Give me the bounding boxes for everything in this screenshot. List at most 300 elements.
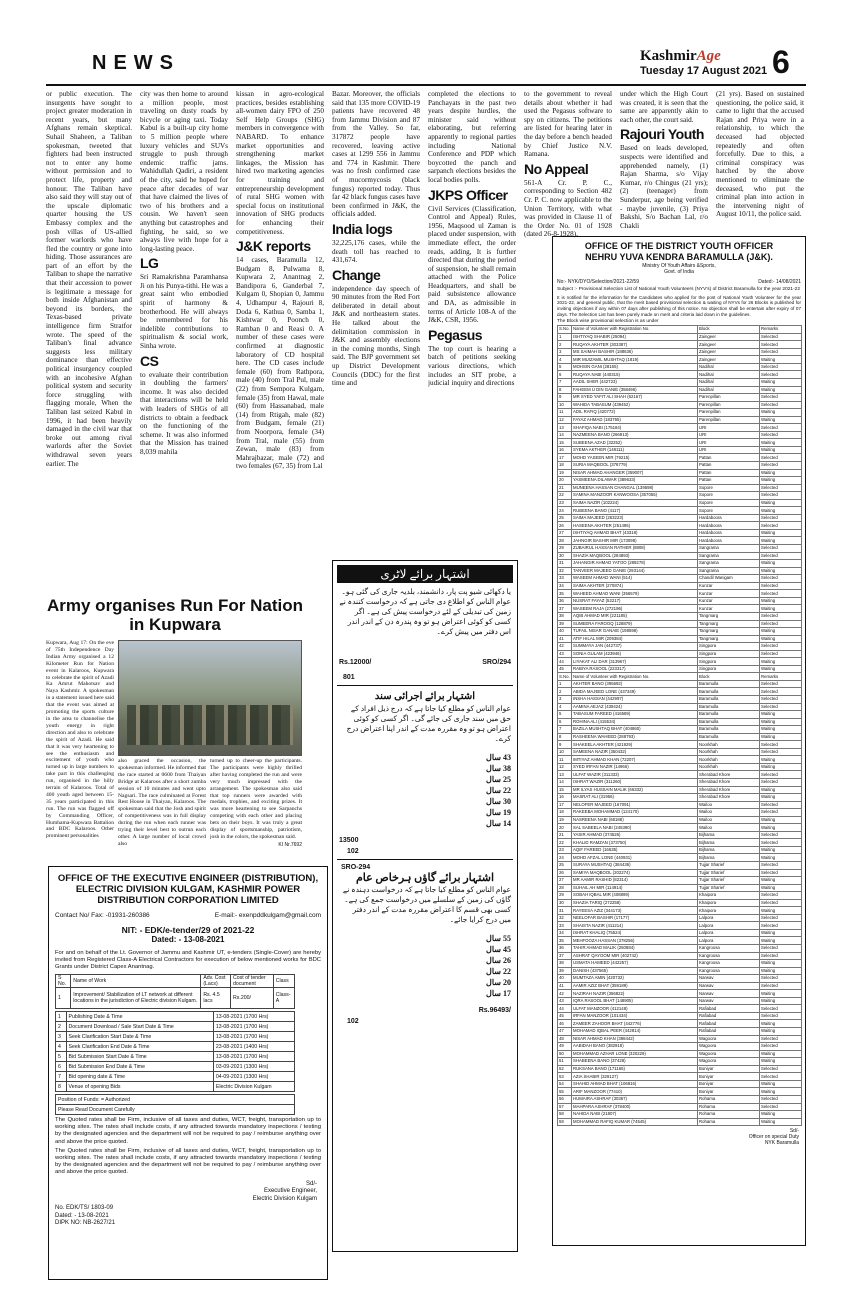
cell-block: Baramulla [698,711,760,719]
tender-sign-1: Executive Engineer, [263,1188,317,1195]
table-row [558,597,802,605]
cell-block: Sangrama [698,552,760,560]
cell-remark: Selected [760,748,802,756]
cell-name: RUBEENA BANO (4117) [572,507,698,515]
cell-name: SAMEENA NAZIR (350432) [572,748,698,756]
cell-sno: 35 [558,937,572,945]
table-row [558,665,802,673]
age-entry: 43 سال [486,753,511,762]
schedule-value: 04-09-2021 (1300 Hrs) [213,1072,294,1082]
cell-name: ULFAT MANZOOR (412148) [572,1005,698,1013]
cell-remark: Selected [760,545,802,553]
table-row [558,816,802,824]
cell-sno: 1 [558,680,572,688]
table-row [558,718,802,726]
cell-block: Tangmarg [698,612,760,620]
cell-remark: Waiting [760,628,802,636]
cell-name: SHABEENA BANO (37428) [572,1058,698,1066]
cell-name: TANVEER MAJEED GANIE (293144) [572,567,698,575]
age-entry: 38 سال [486,764,511,773]
article-heading: Rajouri Youth [620,126,704,143]
table-row [558,824,802,832]
cell-remark: Waiting [760,446,802,454]
cell-name: SUMEERA FAROOQ (128879) [572,620,698,628]
table-row [558,982,802,990]
cell-block: Tangmarg [698,620,760,628]
cell-sno: 33 [558,922,572,930]
table-row [558,401,802,409]
cell-block: Sherabad Khore [698,786,760,794]
article-text: under which the High Court was created, it is seen that the same are apparently akin to each other, the court said. [620,90,708,124]
cell-sno: 52 [558,1065,572,1073]
cell-remark: Waiting [760,635,802,643]
cell-sno: 4 [558,703,572,711]
table-row [558,341,802,349]
cell-block: Narwav [698,982,760,990]
cell-sno: 41 [558,982,572,990]
cell-block: Kangroosa [698,952,760,960]
cell-name: BAZILA MUSHTAQ BHAT (404860) [572,726,698,734]
article-text: Sri Ramakrishna Paramhansa Ji on his Punya-tithi. He was a great saint who embodied spirit of harmony & brotherhood. He will always be remembered for his indelible contributions to spiritualism & social work, Sinha wrote. [140,273,228,351]
cell-sno: 14 [558,431,572,439]
cell-block: Wagoora [698,1043,760,1051]
cell-sno: 33 [558,575,572,583]
cell-remark: Waiting [760,794,802,802]
cell-name: SURIA MAQBOOL (378779) [572,462,698,470]
table-row [558,1088,802,1096]
cell-sno: 2 [558,341,572,349]
cell-sno: 18 [558,809,572,817]
table-row [558,612,802,620]
cell-sno: 37 [558,952,572,960]
table-row [558,688,802,696]
cell-block: Tujjar Sharief [698,877,760,885]
cell-block: Lalpora [698,929,760,937]
cell-name: NASREENA NABI (68188) [572,816,698,824]
table-row [558,522,802,530]
urdu-divider [337,859,513,860]
table-row [558,748,802,756]
cell-remark: Waiting [760,907,802,915]
cell-name: RUQAYA AKHTER (303387) [572,341,698,349]
cell-name: MASRAT ALI (31956) [572,794,698,802]
cell-block: Nadihal [698,386,760,394]
cell-name: HUMAIRA ASHRAF (30367) [572,1095,698,1103]
tender-title-line1: OFFICE OF THE EXECUTIVE ENGINEER (DISTRIBUTION), [57,873,319,884]
cell-remark: Selected [760,892,802,900]
schedule-label: Seek Clarification Start Date & Time [66,1032,213,1042]
table-row [558,575,802,583]
cell-sno: 45 [558,1012,572,1020]
cell-block: Wailoo [698,824,760,832]
table-row [558,952,802,960]
army-credit: KI Nr.7692 [278,841,302,848]
cell-block: Sherabad Khore [698,771,760,779]
cell-sno: 42 [558,643,572,651]
table-row [558,545,802,553]
army-text: also graced the occasion, the spokesman informed. He informed that the race started at 0600 from Thaiyan Bridge at Kalaroos after a short zumba session of 10 minutes and went upto Nagsari. The race culminated at Forest Rest House in Thaiyan, Kalaroos. The spokesman said that the Josh and spirit of competitiveness was in full display during the run when each runner was trying their level best to outrun each other. A large number of local crowd also [118,758,206,847]
cell-sno: 24 [558,854,572,862]
cell-name: SHAFIQA NABI (175184) [572,424,698,432]
cell-name: RUQAYA NABI (440315) [572,371,698,379]
section-label: NEWS [92,52,180,74]
table-row [558,484,802,492]
col-block: Block [698,326,760,334]
cell-name: MR ILYAS HUSSAIN MALIK (66332) [572,786,698,794]
cell-sno: 21 [558,484,572,492]
cell-remark: Selected [760,522,802,530]
cell-sno: 4 [558,356,572,364]
cell-block: Baramulla [698,680,760,688]
work-class: Class-A [273,988,294,1009]
table-row [558,499,802,507]
cell-remark: Selected [760,575,802,583]
cell-block: Nadihal [698,363,760,371]
tender-email: E-mail:- exenpddkulgam@gmail.com [214,912,321,919]
cell-block: Hardaboora [698,537,760,545]
cell-sno: 11 [558,409,572,417]
cell-remark: Selected [760,922,802,930]
cell-block: Baramulla [698,718,760,726]
cell-remark: Selected [760,341,802,349]
cell-sno: 21 [558,831,572,839]
cell-block: Noorkhah [698,756,760,764]
schedule-label: Seek Clarification End Date & Time [66,1042,213,1052]
cell-block: Hardaboora [698,522,760,530]
cell-remark: Selected [760,899,802,907]
table-row [558,462,802,470]
cell-name: AQIB AHMAD MIR (221185) [572,612,698,620]
cell-sno: 36 [558,945,572,953]
table-row [558,703,802,711]
cell-remark: Selected [760,1043,802,1051]
table-row [558,446,802,454]
cell-remark: Selected [760,771,802,779]
cell-name: YASMEENA DILAWAR (389633) [572,477,698,485]
cell-name: JAHNGIR BASHIR MIR (173098) [572,537,698,545]
table-row [558,1095,802,1103]
cell-block: Kangroosa [698,967,760,975]
urdu-num-3: 102 [347,1018,359,1025]
cell-block: Bijhama [698,831,760,839]
cell-block: Kunzar [698,590,760,598]
article-text: completed the elections to Panchayats in the past two years despite hurdles, the minister said without elaborating, but referring apparently to regional parties including National Conference and PDP which boycotted the panch and sarpanch elections besides the local bodies polls. [428,90,516,184]
cell-block: Tujjar Sharief [698,869,760,877]
schedule-n: 6 [56,1062,67,1072]
cell-name: MOHAMMAD AZHAR LONE (320229) [572,1050,698,1058]
cell-name: SHAZIA MAQBOOL (284893) [572,552,698,560]
cell-sno: 2 [558,688,572,696]
urdu-heading-1: اشتہار برائے لاٹری [337,565,513,583]
cell-name: IRFAN MANZOOR (101434) [572,1012,698,1020]
cell-block: Bijhama [698,854,760,862]
table-row [558,394,802,402]
cell-block: Baramulla [698,688,760,696]
cell-remark: Selected [760,650,802,658]
cell-sno: 54 [558,1080,572,1088]
cell-block: Zaingeer [698,356,760,364]
cell-remark: Selected [760,1035,802,1043]
schedule-row [56,1042,295,1052]
cell-remark: Waiting [760,846,802,854]
cell-name: AAMINA AEJAZ (439424) [572,703,698,711]
cell-sno: 24 [558,507,572,515]
table-row [558,839,802,847]
cell-name: YASIR AHMAD (374526) [572,831,698,839]
article-text: (21 yrs). Based on sustained questioning, the police said, it came to light that the accused Rajan and Priya were in a relationship, to which the deceased had objected repeatedly and often forcefully. Due to this, a criminal conspiracy was hatched by the above mentioned to eliminate the deceased, who put the criminal plan into action in the intervening night of August 10/11, the police said. [716,90,804,219]
urdu-notice-2: عوام الناس کو مطلع کیا جاتا ہے کہ درج ذیل افراد کے حق میں سند جاری کی جائے گی۔ اگر کسی کو کوئی اعتراض ہو تو وہ مقررہ مدت کے اندر اپنا اعتراض درج کرے۔ [346,704,511,743]
cell-block: Baramulla [698,733,760,741]
age-entry: 14 سال [486,819,511,828]
cell-remark: Selected [760,492,802,500]
cell-name: AKHTER BANO (395692) [572,680,698,688]
cell-remark: Waiting [760,507,802,515]
age-entry: 17 سال [486,989,511,998]
table-row [558,386,802,394]
work-adv: Rs. 4.5 lacs [201,988,231,1009]
brand-logo [640,48,767,65]
cell-name: AADIL SHER (442723) [572,379,698,387]
cell-block: Tujjar Sharief [698,862,760,870]
schedule-n: 8 [56,1082,67,1092]
cell-sno: 41 [558,635,572,643]
cell-name: DANISH (437565) [572,967,698,975]
youth-sign-1: Officer on special Duty [748,1134,799,1141]
table-row [558,975,802,983]
cell-sno: 9 [558,741,572,749]
cell-remark: Selected [760,454,802,462]
cell-remark: Waiting [760,763,802,771]
army-headline: Army organises Run For Nation in Kupwara [47,596,303,634]
cell-name: WAHIDA TABASUM (439452) [572,401,698,409]
cell-remark: Waiting [760,1111,802,1119]
cell-block: Rohama [698,1103,760,1111]
cell-block: Singpora [698,658,760,666]
cell-sno: 44 [558,658,572,666]
table-row [558,469,802,477]
article-heading: No Appeal [524,160,589,177]
tender-ref-1: No. EDK/TS/ 1803-09 [55,1205,114,1212]
table-row [558,514,802,522]
col-adv: Adv. Cost (Lacs) [201,975,231,988]
cell-sno: 48 [558,1035,572,1043]
cell-remark: Waiting [760,1080,802,1088]
cell-remark: Selected [760,688,802,696]
table-row [558,363,802,371]
cell-block: URI [698,424,760,432]
cell-name: SYEMA AKTHER (148111) [572,446,698,454]
cell-remark: Selected [760,869,802,877]
tender-note-1: The Quoted rates shall be Firm, inclusive of all taxes and duties, WCT, freight, transportation up to working sites. The rates shall include costs, if any attracted towards mandatory inspections / testing by the designated agencies and the department will not be required to pay / reimburse anything over and above the price quoted. [55,1117,321,1145]
cell-remark: Waiting [760,1020,802,1028]
cell-sno: 5 [558,711,572,719]
table-row [558,590,802,598]
cell-block: Lalpora [698,937,760,945]
table-row [558,1043,802,1051]
cell-remark: Selected [760,982,802,990]
cell-remark: Waiting [760,960,802,968]
cell-name: SAL SABEELA NABI (245390) [572,824,698,832]
article-text: or public execution. The insurgents have sought to project greater moderation in recent years, but many Afghans remain skeptical. Suhail Shaheen, a Taliban spokesman, tweeted that fighters had been instructed not to enter any home without permission and to protect life, property and honour. The Taliban have also said they will stay out of the upscale diplomatic quarter housing the US Embassy complex and the posh villas of US-allied former warlords who have fled the country or gone into hiding. Those assurances are part of an effort by the Taliban to shape the narrative that their accession to power is legitimate a message for both inside Afghanistan and beyond its borders, the Texas-based private intelligence firm Stratfor wrote. The speed of the Taliban's final advance suggests less military dominance than effective political insurgency coupled with an incohesive Afghan political system and security force struggling with flagging morale, When the Taliban last seized Kabul in 1996, it had been heavily damaged in the civil war that broke out among rival warlords after the Soviet withdrawal seven years earlier. The [46,90,132,468]
cell-block: Hardaboora [698,514,760,522]
article-text: Bazar. Moreover, the officials said that 135 more COVID-19 patients have recovered 48 from Jammu Division and 87 from the Valley. So far, 317872 people have recovered, leaving active cases at 1299 556 in Jammu and 774 in Kashmir. There was no fresh confirmed case of mucormycosis (black fungus) reported today. Thus far 42 black fungus cases have been confirmed in J&K, the officials added. [332,90,420,219]
cell-name: HASEENA AKHTER (251495) [572,522,698,530]
urdu-notice-1: یا دکھائی شیو پت پار، دانشمند، بلدیہ جاری کی گئی ہو۔ عوام الناس کو اطلاع دی جاتی ہے کہ درخواست کنندہ نے زمین کی تبدیلی کے لئے درخواست پیش کی ہے۔ اگر کسی کو کوئی اعتراض ہو تو وہ پندرہ دن کے اندر اندر اس دفتر میں پیش کرے۔ [339,587,511,636]
brand-accent: Age [696,48,721,64]
cell-sno: 3 [558,695,572,703]
cell-block: Parenpillan [698,401,760,409]
cell-sno: 18 [558,462,572,470]
cell-block: Rafiabad [698,1020,760,1028]
cell-sno: 20 [558,477,572,485]
tender-sign-2: Electric Division Kulgam [252,1195,317,1202]
cell-remark: Waiting [760,756,802,764]
cell-name: MUNEENA HASSAN CHANGAL (139598) [572,484,698,492]
table-row [558,424,802,432]
army-text: turned up to cheer-up the participants. The participants were highly thrilled after having completed the run and were very much impressed with the arrangement. The spokesman also said that top runners were awarded with medals, trophies, and exciting prizes. It was more heartening to see Sarpanchs competing with each other and placing bets on their boys. It was truly a great display of sportsmanship, patriotism, josh in the colors, the spokesman said. [210,758,302,840]
table-row [558,1103,802,1111]
cell-remark: Waiting [760,997,802,1005]
schedule-label: Bid Submission End Date & Time [66,1062,213,1072]
tender-ref-3: DIPK NO: NB-2627/21 [55,1220,116,1227]
schedule-label: Bid Submission Start Date & Time [66,1052,213,1062]
cell-block: Boniyar [698,1088,760,1096]
cell-remark: Selected [760,333,802,341]
cell-block: Baramulla [698,703,760,711]
table-row [558,492,802,500]
cell-name: FAHEEM U DIN GANIE (358496) [572,386,698,394]
cell-sno: 30 [558,899,572,907]
urdu-code-3: SRO-294 [341,864,371,871]
table-row [558,454,802,462]
cell-name: MUMTAZA AMIN (420732) [572,975,698,983]
age-entry: 19 سال [486,808,511,817]
cell-block: Rafiabad [698,1012,760,1020]
youth-subject: Subject :- Provisional Selection List of National Youth Volunteers (NYV's) of District Baramulla for the year 2021-22 [557,287,801,292]
cell-sno: 37 [558,605,572,613]
cell-block: Narwav [698,975,760,983]
table-row [558,628,802,636]
urdu-amount-3: Rs.96493/ [478,1007,511,1014]
cell-remark: Selected [760,394,802,402]
col-block: Block [698,673,760,681]
cell-name: ISHRAT KHALIQ (75524) [572,929,698,937]
cell-name: SUBEENA AZAD (32252) [572,439,698,447]
schedule-n: 2 [56,1022,67,1032]
cell-sno: 50 [558,1050,572,1058]
cell-sno: 7 [558,379,572,387]
cell-block: Sangrama [698,545,760,553]
cell-sno: 10 [558,748,572,756]
cell-sno: 39 [558,967,572,975]
urdu-code-1: SRO/294 [482,659,511,666]
table-row [558,643,802,651]
cell-remark: Selected [760,680,802,688]
cell-remark: Waiting [760,786,802,794]
cell-name: RAYEESA AZIZ (344173) [572,907,698,915]
cell-sno: 12 [558,416,572,424]
cell-sno: 25 [558,862,572,870]
table-row [558,869,802,877]
cell-remark: Selected [760,703,802,711]
table-row [558,831,802,839]
cell-sno: 40 [558,975,572,983]
cell-block: Rafiabad [698,1028,760,1036]
cell-name: RUKSANA BANO (171165) [572,1065,698,1073]
army-column-2 [118,758,206,858]
table-row [558,409,802,417]
youth-ref-date: Dated:- 14/08/2021 [758,279,801,285]
cell-remark: Selected [760,1005,802,1013]
cell-block: Zaingeer [698,341,760,349]
cell-remark: Waiting [760,416,802,424]
cell-name: SURAYA MUSHTAQ (384436) [572,862,698,870]
schedule-label: Bid opening date & Time [66,1072,213,1082]
youth-block-note: The Block wise provisional selection is as under [557,319,659,325]
cell-name: ISHTIYAQ AHMAD BHAT (43318) [572,529,698,537]
age-entry: 45 سال [486,945,511,954]
urdu-notices [332,560,518,1252]
table-row [558,1073,802,1081]
cell-name: NISAR AHMAD KHAN (398442) [572,1035,698,1043]
table-row [558,1050,802,1058]
age-entry: 22 سال [486,967,511,976]
article-text: 14 cases, Baramulla 12, Budgam 8, Pulwama 8, Kupwara 2, Anantnag 2, Bandipora 6, Ganderbal 7, Kulgam 0, Shopian 0, Jammu 4, Udhampur 4, Rajouri 8, Doda 6, Kathua 0, Samba 1, Kishtwar 0, Poonch 0, Ramban 0 and Reasi 0. A number of these cases were confirmed at diagnostic laboratory of CD hospital here. The CD cases include female (60) from Rathpora, male (40) from Tral Pul, male (22) from Sempora Kulgam, female (35) from Hawal, male (60) from Hassanabad, male (14) from Rtigah, male (82) from Budgam, female (21) from Noorpora, female (34) from Tral, male (55) from Zewan, male (83) from Mahrajbazar, male (72) and two females (67, 35) from Lal [236,256,324,471]
cell-name: USMATA HAMEED (442257) [572,960,698,968]
schedule-n: 3 [56,1032,67,1042]
cell-sno: 19 [558,816,572,824]
cell-block: Kangroosa [698,945,760,953]
cell-block: Sherabad Khore [698,778,760,786]
cell-name: ZUBAIRUL HASSAN RATHER (8808) [572,545,698,553]
schedule-value: 13-08-2021 (1700 Hrs) [213,1022,294,1032]
cell-block: Sopore [698,484,760,492]
cell-name: ATIF HILAL MIR (209384) [572,635,698,643]
table-row [558,537,802,545]
cell-sno: 34 [558,582,572,590]
schedule-row [56,1052,295,1062]
youth-ministry: Ministry Of Youth Affairs &Sports, [642,263,716,269]
table-row [558,1035,802,1043]
cell-remark: Selected [760,952,802,960]
cell-sno: 35 [558,590,572,598]
cell-remark: Waiting [760,967,802,975]
article-column-1 [46,90,132,586]
cell-block: Noorkhah [698,741,760,749]
cell-remark: Waiting [760,409,802,417]
schedule-row [56,1072,295,1082]
table-row [558,379,802,387]
cell-sno: 47 [558,1028,572,1036]
table-row [558,899,802,907]
cell-remark: Waiting [760,439,802,447]
schedule-value: 23-08-2021 (1400 Hrs) [213,1042,294,1052]
urdu-num-1: 801 [343,674,355,681]
work-sno: 1 [56,988,71,1009]
table-row [558,937,802,945]
table-row [558,960,802,968]
table-row [558,416,802,424]
cell-remark: Waiting [760,854,802,862]
cell-name: ADIL RAFIQ (420772) [572,409,698,417]
youth-table [557,325,802,1126]
cell-remark: Selected [760,643,802,651]
table-row [558,477,802,485]
cell-sno: 16 [558,446,572,454]
cell-remark: Selected [760,741,802,749]
article-column-2 [140,90,228,586]
youth-title-line1: OFFICE OF THE DISTRICT YOUTH OFFICER [584,241,774,251]
